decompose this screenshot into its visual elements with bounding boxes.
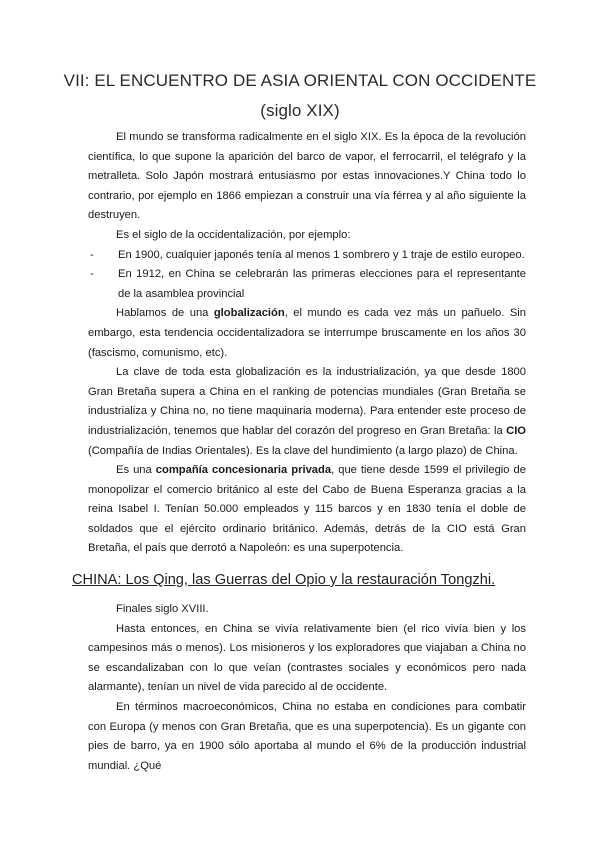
page-title: [60, 66, 540, 126]
paragraph: Es el siglo de la occidentalización, por ejemplo:: [116, 228, 351, 241]
bold-term: globalización: [213, 307, 285, 320]
paragraph: En términos macroeconómicos, China no estaba en condiciones para combatir con Europa (y menos con Gran Bretaña, que es una superpotencia). Es un gigante con pies de barro, ya en 1900 sólo aportaba al mundo el 6% de la producción industrial mundial. ¿Qué: [88, 700, 526, 772]
dash-bullet: -: [90, 248, 94, 261]
intro-section: [88, 128, 526, 559]
bold-term: CIO: [506, 424, 526, 437]
bold-term: compañía concesionaria privada: [155, 464, 332, 477]
title-line-1: VII: EL ENCUENTRO DE ASIA ORIENTAL CON OCCIDENTE: [63, 71, 537, 90]
paragraph: El mundo se transforma radicalmente en el siglo XIX. Es la época de la revolución científica, lo que supone la aparición del barco de vapor, el ferrocarril, el telégrafo y la metralleta. Solo Japón mostrará entusiasmo por estas innovaciones.Y China todo lo contrario, por ejemplo en 1866 empiezan a construir una vía férrea y al año siguiente la destruyen.: [88, 131, 526, 222]
section-heading: CHINA: Los Qing, las Guerras del Opio y la restauración Tongzhi.: [72, 572, 496, 588]
china-section: [88, 600, 526, 776]
paragraph: Hablamos de una globalización, el mundo es cada vez más un pañuelo. Sin embargo, esta tendencia occidentalizadora se interrumpe bruscamente en los años 30 (fascismo, comunismo, etc).: [88, 307, 526, 359]
list-item: - En 1900, cualquier japonés tenía al menos 1 sombrero y 1 traje de estilo europeo.: [88, 246, 526, 266]
title-line-2: (siglo XIX): [260, 101, 340, 120]
dash-bullet: -: [90, 268, 94, 281]
list-item: - En 1912, en China se celebrarán las primeras elecciones para el representante de la asamblea provincial: [88, 265, 526, 304]
paragraph: Hasta entonces, en China se vivía relativamente bien (el rico vivía bien y los campesinos más o menos). Los misioneros y los exploradores que viajaban a China no se escandalizaban con lo que veían (contrastes sociales y económicos pero nada alarmante), tenían un nivel de vida parecido al de occidente.: [88, 622, 526, 694]
paragraph: Es una compañía concesionaria privada, que tiene desde 1599 el privilegio de monopolizar el comercio británico al este del Cabo de Buena Esperanza gracias a la reina Isabel I. Tenían 50.000 empleados y 115 barcos y en 1830 tenía el doble de soldados que el ejército ordinario británico. Además, detrás de la CIO está Gran Bretaña, el país que derrotó a Napoleón: es una superpotencia.: [88, 464, 526, 555]
paragraph: La clave de toda esta globalización es la industrialización, ya que desde 1800 Gran Bretaña supera a China en el ranking de potencias mundiales (Gran Bretaña se industrializa y China no, no tiene maquinaria moderna). Para entender este proceso de industrialización, tenemos que hablar del corazón del progreso en Gran Bretaña: la CIO (Compañía de Indias Orientales). Es la clave del hundimiento (a largo plazo) de China.: [88, 366, 526, 457]
bullet-list: [88, 246, 526, 305]
paragraph: Finales siglo XVIII.: [116, 603, 209, 615]
